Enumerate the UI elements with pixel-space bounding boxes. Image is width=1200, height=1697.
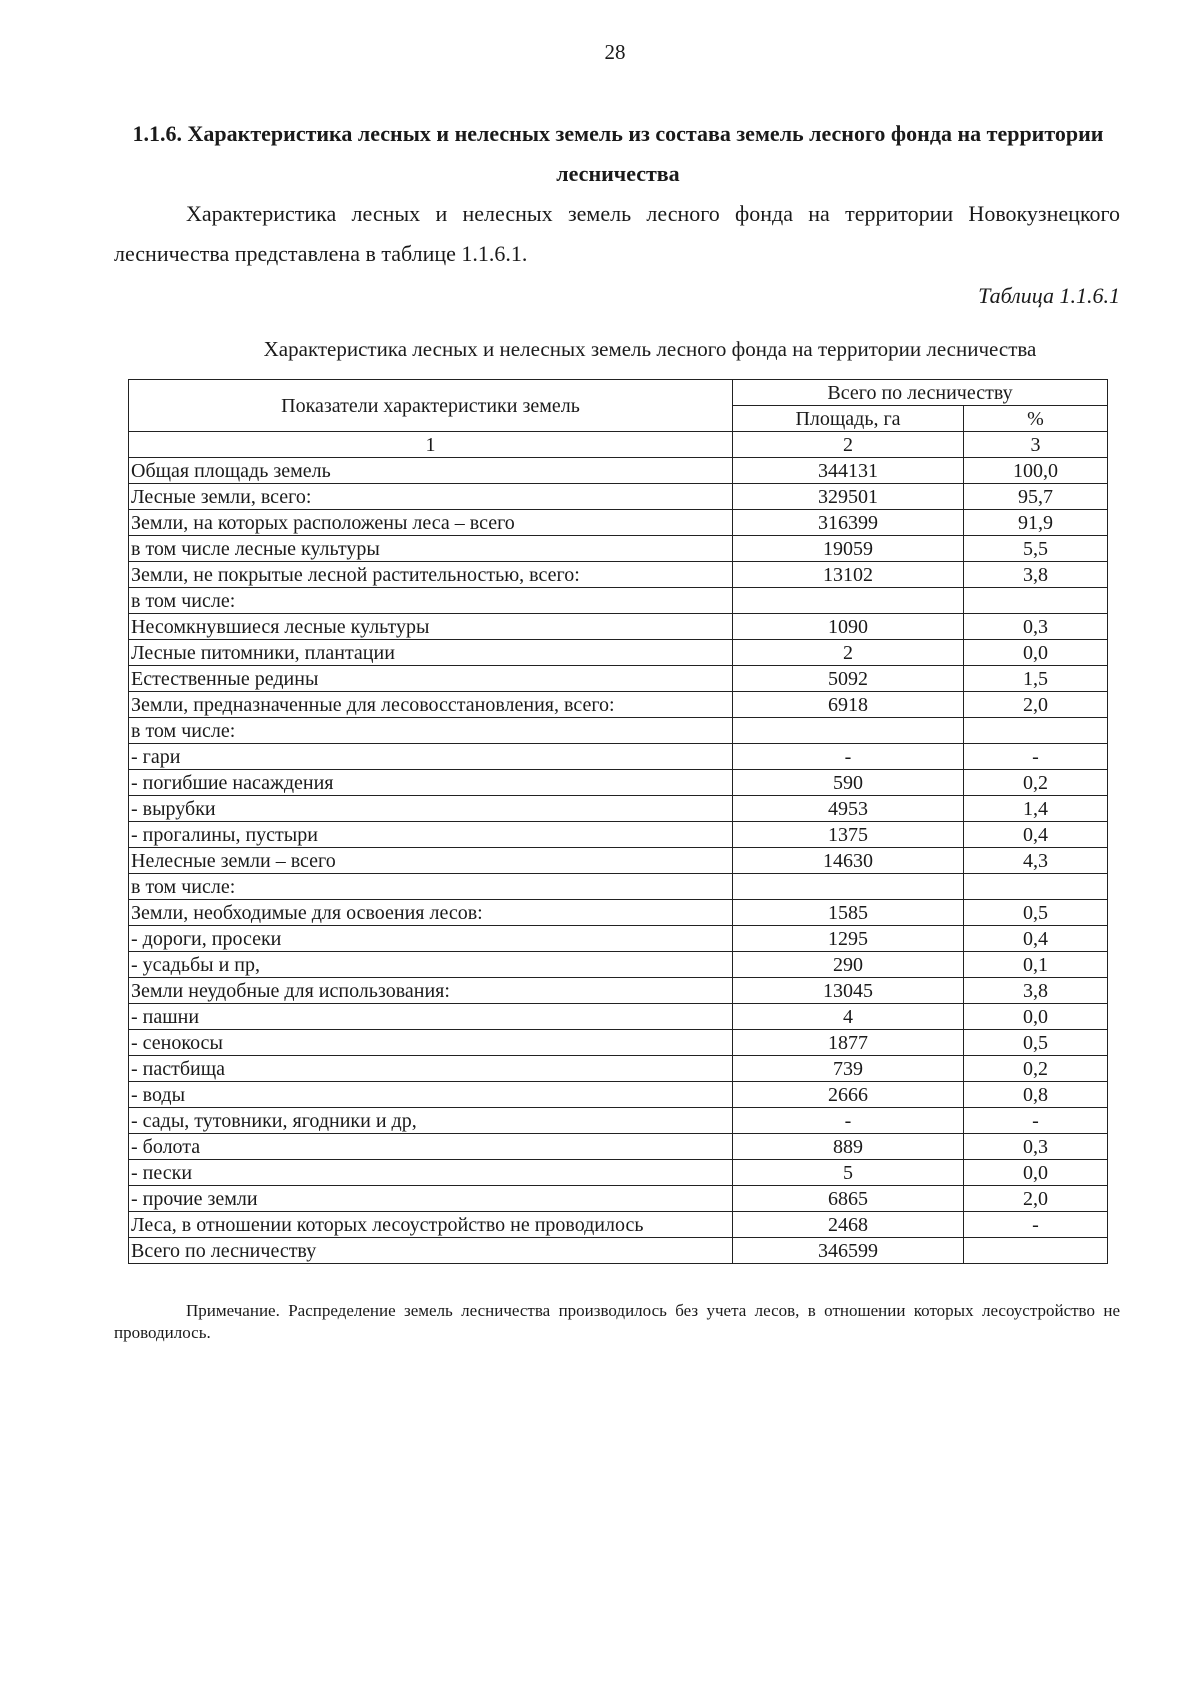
row-area: 739 — [733, 1056, 964, 1082]
row-area: 2 — [733, 640, 964, 666]
row-area: 14630 — [733, 848, 964, 874]
table-row — [129, 510, 1108, 536]
row-percent: 0,8 — [964, 1082, 1108, 1108]
row-area: 5 — [733, 1160, 964, 1186]
row-percent: 4,3 — [964, 848, 1108, 874]
note-text: Примечание. Распределение земель лесничества производилось без учета лесов, в отношении которых лесоустройство не проводилось. — [114, 1301, 1120, 1342]
table-body — [129, 458, 1108, 1264]
row-percent: 100,0 — [964, 458, 1108, 484]
table-row — [129, 484, 1108, 510]
row-area: 889 — [733, 1134, 964, 1160]
table-row — [129, 874, 1108, 900]
table-row — [129, 1082, 1108, 1108]
table-row — [129, 1030, 1108, 1056]
table-row — [129, 1056, 1108, 1082]
row-label: - вырубки — [129, 796, 733, 822]
row-label: Несомкнувшиеся лесные культуры — [129, 614, 733, 640]
row-area: 1877 — [733, 1030, 964, 1056]
row-label: - сады, тутовники, ягодники и др, — [129, 1108, 733, 1134]
table-row — [129, 1238, 1108, 1264]
page-number: 28 — [604, 40, 626, 64]
row-percent — [964, 718, 1108, 744]
row-label: Леса, в отношении которых лесоустройство не проводилось — [129, 1212, 733, 1238]
row-label: Земли, предназначенные для лесовосстановления, всего: — [129, 692, 733, 718]
table-note — [114, 1300, 1120, 1344]
row-area: 13102 — [733, 562, 964, 588]
table-label: Таблица 1.1.6.1 — [978, 283, 1120, 308]
table-row — [129, 1212, 1108, 1238]
table-row — [129, 640, 1108, 666]
row-label: в том числе лесные культуры — [129, 536, 733, 562]
row-label: Общая площадь земель — [129, 458, 733, 484]
row-label: Земли неудобные для использования: — [129, 978, 733, 1004]
row-percent: 0,2 — [964, 770, 1108, 796]
header-area: Площадь, га — [733, 406, 964, 432]
row-percent: 0,0 — [964, 1160, 1108, 1186]
table-row — [129, 848, 1108, 874]
row-area: 19059 — [733, 536, 964, 562]
row-percent: 2,0 — [964, 1186, 1108, 1212]
column-number: 1 — [129, 432, 733, 458]
table-row — [129, 666, 1108, 692]
table-row — [129, 822, 1108, 848]
header-indicator: Показатели характеристики земель — [129, 380, 733, 432]
row-area: 6918 — [733, 692, 964, 718]
row-label: - болота — [129, 1134, 733, 1160]
row-label: Лесные земли, всего: — [129, 484, 733, 510]
table-caption: Характеристика лесных и нелесных земель лесного фонда на территории лесничества — [263, 337, 1037, 361]
table-row — [129, 1134, 1108, 1160]
row-label: - прочие земли — [129, 1186, 733, 1212]
row-percent: 0,2 — [964, 1056, 1108, 1082]
row-area: 1295 — [733, 926, 964, 952]
table-row — [129, 536, 1108, 562]
row-percent: 95,7 — [964, 484, 1108, 510]
row-percent: 0,4 — [964, 926, 1108, 952]
row-label: Земли, на которых расположены леса – всего — [129, 510, 733, 536]
table-row — [129, 952, 1108, 978]
row-area: 590 — [733, 770, 964, 796]
row-percent: - — [964, 1212, 1108, 1238]
table-header-row — [129, 380, 1108, 406]
row-percent: 1,5 — [964, 666, 1108, 692]
row-label: - воды — [129, 1082, 733, 1108]
row-label: - прогалины, пустыри — [129, 822, 733, 848]
table-row — [129, 718, 1108, 744]
row-area: 329501 — [733, 484, 964, 510]
table-row — [129, 588, 1108, 614]
row-label: - пастбища — [129, 1056, 733, 1082]
row-area: 2666 — [733, 1082, 964, 1108]
row-label: в том числе: — [129, 874, 733, 900]
row-label: - пашни — [129, 1004, 733, 1030]
section-title: 1.1.6. Характеристика лесных и нелесных земель из состава земель лесного фонда на территории лесничества — [132, 121, 1104, 186]
row-label: - пески — [129, 1160, 733, 1186]
table-row — [129, 1108, 1108, 1134]
row-label: в том числе: — [129, 718, 733, 744]
row-percent: 0,1 — [964, 952, 1108, 978]
table-row — [129, 562, 1108, 588]
row-percent: 3,8 — [964, 562, 1108, 588]
row-label: Естественные редины — [129, 666, 733, 692]
row-percent: 0,0 — [964, 1004, 1108, 1030]
row-area: 6865 — [733, 1186, 964, 1212]
row-area: 4 — [733, 1004, 964, 1030]
column-number: 3 — [964, 432, 1108, 458]
header-percent: % — [964, 406, 1108, 432]
row-percent: 0,5 — [964, 900, 1108, 926]
row-area: 346599 — [733, 1238, 964, 1264]
table-row — [129, 978, 1108, 1004]
table-row — [129, 926, 1108, 952]
row-percent: - — [964, 1108, 1108, 1134]
row-percent: 3,8 — [964, 978, 1108, 1004]
row-area: 1585 — [733, 900, 964, 926]
row-area: 290 — [733, 952, 964, 978]
row-percent: 0,5 — [964, 1030, 1108, 1056]
row-area — [733, 874, 964, 900]
intro-paragraph — [114, 194, 1120, 274]
row-area: - — [733, 744, 964, 770]
row-area: 316399 — [733, 510, 964, 536]
column-number: 2 — [733, 432, 964, 458]
row-label: Земли, необходимые для освоения лесов: — [129, 900, 733, 926]
table-row — [129, 770, 1108, 796]
row-percent: - — [964, 744, 1108, 770]
row-percent — [964, 588, 1108, 614]
column-number-row — [129, 432, 1108, 458]
row-percent: 0,4 — [964, 822, 1108, 848]
table-row — [129, 796, 1108, 822]
row-area: 2468 — [733, 1212, 964, 1238]
row-percent: 0,0 — [964, 640, 1108, 666]
row-label: - усадьбы и пр, — [129, 952, 733, 978]
row-label: Нелесные земли – всего — [129, 848, 733, 874]
row-label: - гари — [129, 744, 733, 770]
row-label: Всего по лесничеству — [129, 1238, 733, 1264]
row-label: Лесные питомники, плантации — [129, 640, 733, 666]
row-percent: 1,4 — [964, 796, 1108, 822]
row-area — [733, 718, 964, 744]
row-area — [733, 588, 964, 614]
row-percent — [964, 874, 1108, 900]
table-row — [129, 458, 1108, 484]
row-area: - — [733, 1108, 964, 1134]
intro-text: Характеристика лесных и нелесных земель лесного фонда на территории Новокузнецкого лесничества представлена в таблице 1.1.6.1. — [114, 201, 1120, 266]
row-area: 13045 — [733, 978, 964, 1004]
row-percent: 2,0 — [964, 692, 1108, 718]
row-label: - погибшие насаждения — [129, 770, 733, 796]
row-area: 344131 — [733, 458, 964, 484]
row-label: - дороги, просеки — [129, 926, 733, 952]
row-percent: 91,9 — [964, 510, 1108, 536]
row-percent — [964, 1238, 1108, 1264]
row-area: 4953 — [733, 796, 964, 822]
table-row — [129, 614, 1108, 640]
table-row — [129, 692, 1108, 718]
table-row — [129, 900, 1108, 926]
table-row — [129, 1004, 1108, 1030]
land-table — [128, 379, 1108, 1264]
header-total: Всего по лесничеству — [733, 380, 1108, 406]
row-area: 5092 — [733, 666, 964, 692]
table-row — [129, 1186, 1108, 1212]
row-label: Земли, не покрытые лесной растительностью, всего: — [129, 562, 733, 588]
table-row — [129, 1160, 1108, 1186]
row-percent: 0,3 — [964, 614, 1108, 640]
row-label: в том числе: — [129, 588, 733, 614]
row-label: - сенокосы — [129, 1030, 733, 1056]
row-area: 1375 — [733, 822, 964, 848]
row-area: 1090 — [733, 614, 964, 640]
row-percent: 0,3 — [964, 1134, 1108, 1160]
row-percent: 5,5 — [964, 536, 1108, 562]
table-row — [129, 744, 1108, 770]
